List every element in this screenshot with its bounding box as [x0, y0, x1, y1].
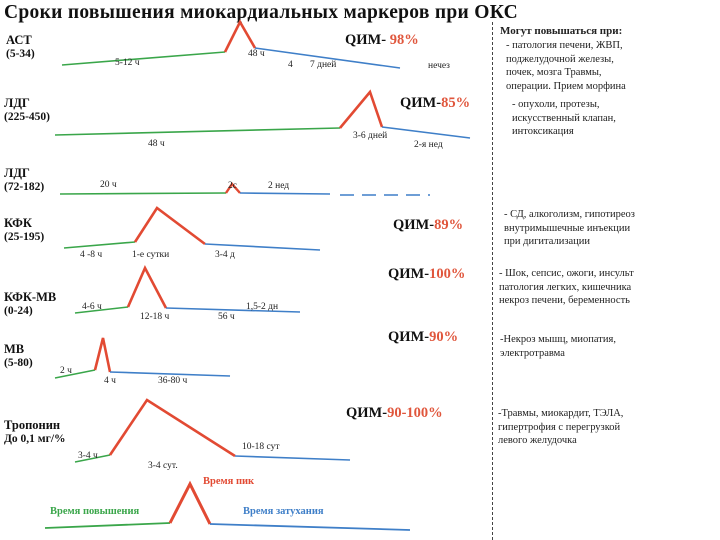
- marker-name: КФК: [4, 216, 32, 230]
- qim-prefix: QИМ-: [400, 95, 442, 111]
- legend-rise-line: [45, 523, 170, 528]
- tick-label: 48 ч: [148, 139, 165, 149]
- tick-label: 2с: [228, 181, 237, 191]
- rise-segment: [55, 128, 340, 135]
- note-line: -Травмы, миокардит, ТЭЛА,: [498, 408, 624, 419]
- note-line: электротравма: [500, 347, 565, 359]
- note-line: - патология печени, ЖВП,: [506, 40, 623, 51]
- peak-segment: [128, 268, 166, 308]
- tick-label: 1,5-2 дн: [246, 302, 279, 312]
- qim-percent: 89%: [434, 217, 464, 233]
- tick-label: 5-12 ч: [115, 58, 140, 68]
- legend-peak-label: Время пик: [203, 476, 255, 487]
- tick-label: 4 ч: [104, 376, 116, 386]
- marker-name: ЛДГ: [4, 96, 30, 110]
- tick-label: 2 ч: [60, 366, 72, 376]
- note-line: - опухоли, протезы,: [512, 99, 600, 110]
- legend-decay-line: [210, 524, 410, 530]
- note-line: искусственный клапан,: [512, 112, 616, 124]
- qim-percent: 85%: [441, 95, 471, 111]
- tick-label: 4-6 ч: [82, 302, 102, 312]
- qim-prefix: QИМ-: [393, 217, 435, 233]
- note-line: операции. Прием морфина: [506, 80, 626, 92]
- decay-segment: [240, 193, 330, 194]
- note-line: внутримышечные инъекции: [504, 222, 631, 234]
- peak-segment: [225, 22, 255, 52]
- marker-name: ЛДГ: [4, 166, 30, 180]
- tick-label: нечез: [428, 61, 450, 71]
- marker-range: До 0,1 мг/%: [4, 433, 66, 445]
- qim-prefix: QИМ-: [388, 266, 430, 282]
- decay-segment: [382, 127, 470, 138]
- tick-label: 7 дней: [310, 60, 337, 70]
- tick-label: 20 ч: [100, 180, 117, 190]
- marker-name: КФК-МВ: [4, 290, 57, 304]
- note-line: поджелудочной железы,: [506, 53, 614, 65]
- rise-segment: [60, 193, 226, 194]
- note-line: левого желудочка: [498, 435, 577, 446]
- peak-segment: [95, 338, 110, 372]
- note-line: - Шок, сепсис, ожоги, инсульт: [499, 268, 634, 279]
- marker-name: АСТ: [6, 33, 32, 47]
- tick-label: 3-4 сут.: [148, 461, 178, 471]
- tick-label: 3-6 дней: [353, 131, 388, 141]
- tick-label: 36-80 ч: [158, 376, 188, 386]
- qim-prefix: QИМ-: [346, 405, 388, 421]
- marker-range: (72-182): [4, 181, 45, 193]
- note-line: -Некроз мышц, миопатия,: [500, 334, 616, 345]
- note-line: патология легких, кишечника: [499, 281, 632, 293]
- marker-range: (25-195): [4, 231, 45, 243]
- tick-label: 2-я нед: [414, 140, 443, 150]
- qim-percent: 90%: [429, 329, 459, 345]
- tick-label: 12-18 ч: [140, 312, 170, 322]
- marker-name: МВ: [4, 342, 25, 356]
- marker-range: (5-80): [4, 357, 33, 369]
- legend-rise-label: Время повышения: [50, 506, 140, 517]
- peak-segment: [110, 400, 235, 456]
- peak-segment: [340, 92, 382, 128]
- qim-percent: 98%: [389, 32, 419, 48]
- tick-label: 48 ч: [248, 49, 265, 59]
- note-line: гипертрофия с перегрузкой: [498, 421, 621, 433]
- legend-decay-label: Время затухания: [243, 506, 324, 517]
- marker-range: (5-34): [6, 48, 35, 60]
- note-line: некроз печени, беременность: [499, 295, 630, 306]
- tick-label: 3-4 ч: [78, 451, 98, 461]
- tick-label: 2 нед: [268, 181, 290, 191]
- rise-segment: [64, 242, 135, 248]
- peak-segment: [135, 208, 205, 244]
- note-line: почек, мозга Травмы,: [506, 67, 602, 78]
- tick-label: 4 -8 ч: [80, 250, 103, 260]
- tick-label: 10-18 сут: [242, 442, 280, 452]
- legend-peak-line: [170, 484, 210, 524]
- note-line: при дигитализации: [504, 236, 590, 247]
- notes-header: Могут повышаться при:: [500, 25, 623, 37]
- tick-label: 3-4 д: [215, 250, 235, 260]
- marker-name: Тропонин: [4, 418, 61, 432]
- decay-segment: [235, 456, 350, 460]
- rise-segment: [62, 52, 225, 65]
- note-line: - СД, алкоголизм, гипотиреоз: [504, 209, 635, 220]
- tick-label: 1-е сутки: [132, 250, 170, 260]
- marker-range: (225-450): [4, 111, 50, 123]
- marker-range: (0-24): [4, 305, 33, 317]
- note-line: интоксикация: [512, 126, 574, 137]
- qim-percent: 90-100%: [387, 405, 443, 421]
- qim-prefix: QИМ-: [345, 32, 390, 48]
- qim-prefix: QИМ-: [388, 329, 430, 345]
- page-title: Сроки повышения миокардиальных маркеров при ОКС: [4, 2, 519, 23]
- tick-label: 56 ч: [218, 312, 235, 322]
- qim-percent: 100%: [429, 266, 466, 282]
- tick-label: 4: [288, 60, 293, 70]
